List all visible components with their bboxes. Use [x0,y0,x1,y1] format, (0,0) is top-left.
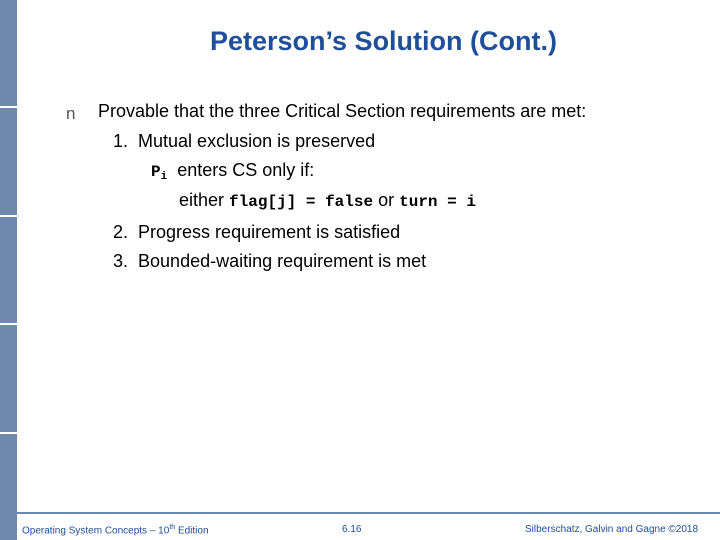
side-bar-segment [0,434,17,540]
footer-copyright: Silberschatz, Galvin and Gagne ©2018 [525,524,699,535]
pi-condition-text: enters CS only if: [177,160,315,180]
footer-page-number: 6.16 [342,524,362,535]
side-decoration-bar [0,0,17,540]
process-variable: $P_i$ [151,163,168,183]
turn-condition: turn = i [399,193,476,211]
list-item-text: Progress requirement is satisfied [138,222,401,242]
footer-divider [17,512,720,514]
main-point: Provable that the three Critical Section requirements are met: [98,101,587,121]
either-condition-line [179,190,476,211]
list-item [113,222,400,243]
side-bar-segment [0,108,17,214]
list-item [113,131,375,152]
flag-condition: flag[j] = false [229,193,374,211]
list-item [113,251,426,272]
pi-condition-line [151,160,314,183]
side-bar-segment [0,325,17,431]
list-item-text: Mutual exclusion is preserved [138,131,376,151]
footer-book-title: Operating System Concepts – 10th Edition [22,524,209,537]
or-word: or [378,190,395,210]
either-word: either [179,190,225,210]
list-item-number: 3. [113,251,129,271]
side-bar-segment [0,217,17,323]
slide-title: Peterson’s Solution (Cont.) [210,26,557,56]
list-item-number: 2. [113,222,129,242]
list-item-number: 1. [113,131,129,151]
list-item-text: Bounded-waiting requirement is met [138,251,427,271]
bullet-icon: n [66,104,76,123]
